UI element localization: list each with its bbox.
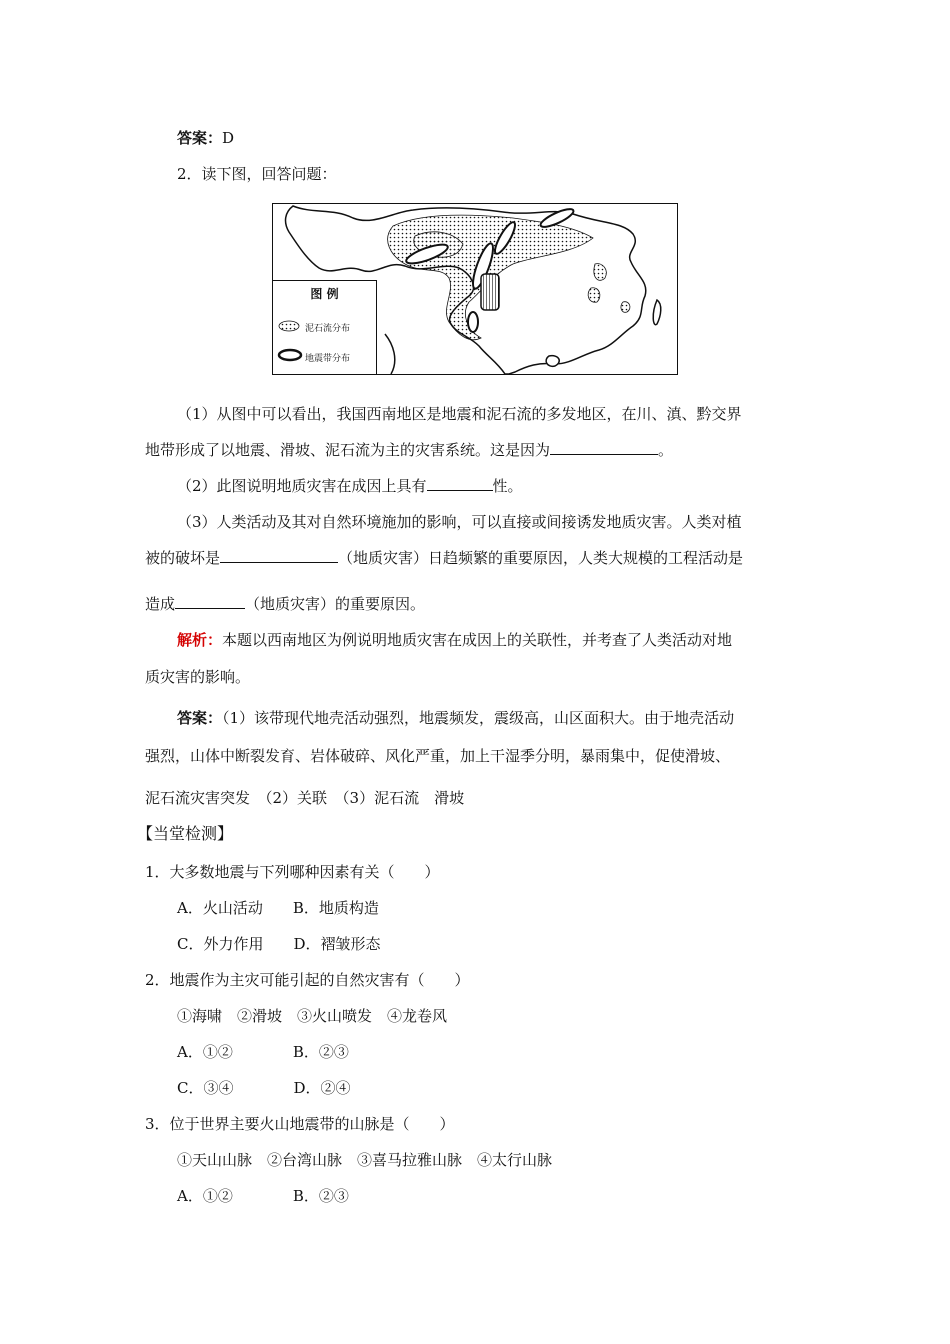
answer2-line1	[177, 708, 734, 728]
q2-part3-line3	[145, 594, 425, 614]
analysis-text: 本题以西南地区为例说明地质灾害在成因上的关联性，并考查了人类活动对地	[222, 631, 733, 649]
legend-title: 图 例	[310, 287, 339, 301]
analysis-line1	[177, 630, 732, 650]
quiz-q3-items: ①天山山脉 ②台湾山脉 ③喜马拉雅山脉 ④太行山脉	[177, 1151, 553, 1169]
q2-part3-end: （地质灾害）的重要原因。	[245, 595, 426, 613]
quiz-q1-options-2: C．外力作用 D．褶皱形态	[177, 935, 381, 953]
legend-mudflow-label: 泥石流分布	[305, 324, 351, 334]
analysis-label: 解析：	[177, 631, 223, 649]
q2-part2-line	[177, 476, 523, 496]
answer-blank-3[interactable]	[220, 548, 338, 563]
answer-label: 答案：	[177, 129, 223, 147]
answer2-line3: 泥石流灾害突发 （2）关联 （3）泥石流 滑坡	[145, 789, 465, 807]
answer2-line2: 强烈，山体中断裂发育、岩体破碎、风化严重，加上干湿季分明，暴雨集中，促使滑坡、	[145, 747, 731, 765]
quiz-q3-options-1: A．①② B．②③	[177, 1187, 349, 1205]
q2-part1-text: 地带形成了以地震、滑坡、泥石流为主的灾害系统。这是因为	[145, 441, 551, 459]
q2-part1-end: 。	[658, 441, 674, 459]
q2-part1-line2	[145, 440, 673, 460]
disaster-map-figure	[272, 203, 678, 375]
answer-value: D	[222, 129, 235, 147]
quiz-q2-options-1: A．①② B．②③	[177, 1043, 349, 1061]
q2-part1-line1: （1）从图中可以看出，我国西南地区是地震和泥石流的多发地区，在川、滇、黔交界	[177, 405, 742, 423]
quiz-q2-options-2: C．③④ D．②④	[177, 1079, 351, 1097]
quake-belt-legend-icon	[277, 347, 303, 363]
q2-part3-line1: （3）人类活动及其对自然环境施加的影响，可以直接或间接诱发地质灾害。人类对植	[177, 513, 742, 531]
mudflow-legend-icon	[277, 319, 301, 333]
q2-part3-mid: （地质灾害）日趋频繁的重要原因，人类大规模的工程活动是	[338, 549, 744, 567]
legend-quake-label: 地震带分布	[305, 354, 351, 364]
answer2-label: 答案：	[177, 709, 223, 727]
answer-line-1	[177, 128, 234, 148]
answer2-text: （1）该带现代地壳活动强烈，地震频发，震级高，山区面积大。由于地壳活动	[222, 709, 735, 727]
question-2-stem: 2．读下图，回答问题：	[177, 165, 337, 183]
quiz-q2-items: ①海啸 ②滑坡 ③火山喷发 ④龙卷风	[177, 1007, 448, 1025]
q2-part3-cause: 造成	[145, 595, 176, 613]
section-heading: 【当堂检测】	[137, 824, 234, 843]
answer-blank-2[interactable]	[427, 476, 493, 491]
q2-part2-end: 性。	[492, 477, 523, 495]
analysis-line2: 质灾害的影响。	[145, 668, 251, 686]
map-legend	[273, 280, 377, 375]
q2-part3-line2	[145, 548, 743, 568]
answer-blank-4[interactable]	[175, 594, 245, 609]
quiz-q3: 3．位于世界主要火山地震带的山脉是（ ）	[145, 1115, 455, 1133]
quiz-q2: 2．地震作为主灾可能引起的自然灾害有（ ）	[145, 971, 470, 989]
quiz-q1-options-1: A．火山活动 B．地质构造	[177, 899, 379, 917]
quiz-q1: 1．大多数地震与下列哪种因素有关（ ）	[145, 863, 440, 881]
q2-part2-text: （2）此图说明地质灾害在成因上具有	[177, 477, 427, 495]
answer-blank-1[interactable]	[550, 440, 658, 455]
q2-part3-text: 被的破坏是	[145, 549, 221, 567]
